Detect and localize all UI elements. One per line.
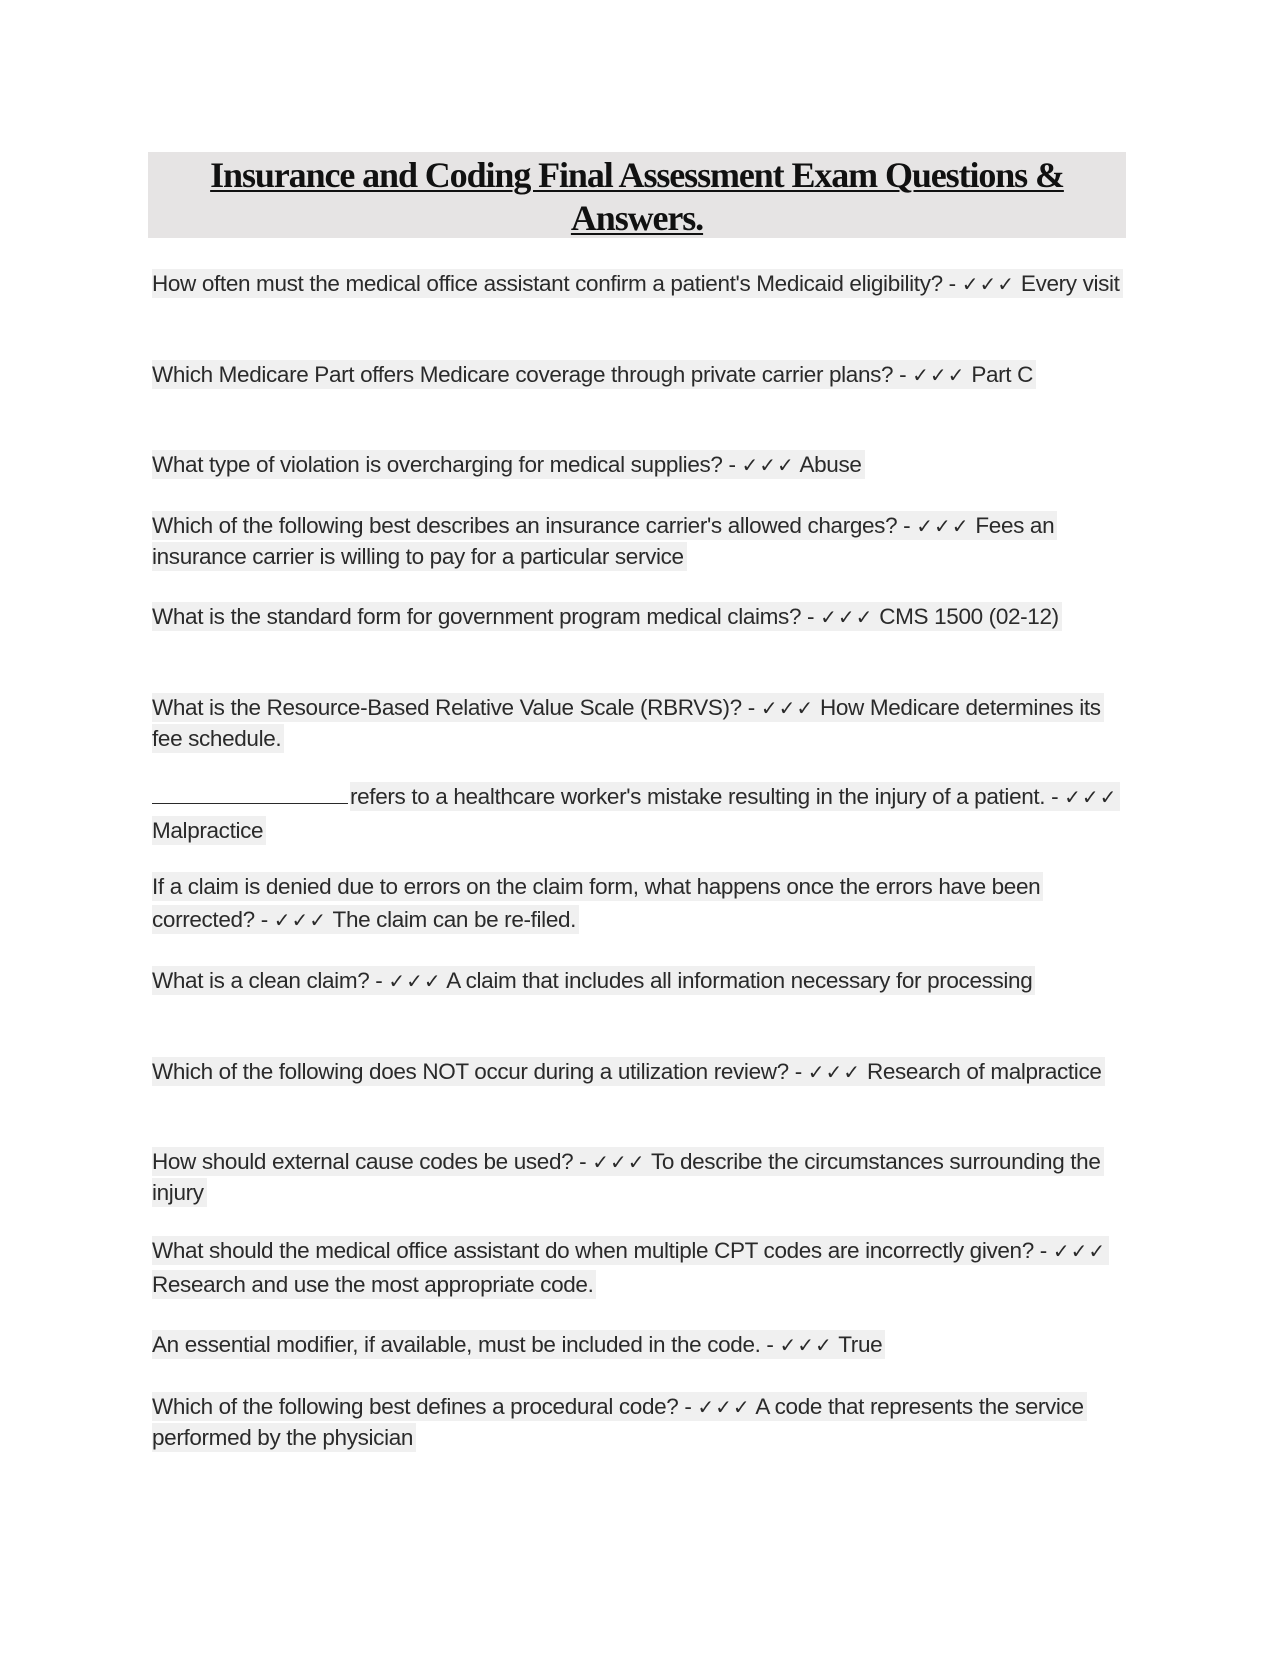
title-line-1: Insurance and Coding Final Assessment Exam Questions & — [210, 155, 1064, 195]
answer-text: Research of malpractice — [866, 1059, 1102, 1084]
qa-item-7 — [152, 780, 1127, 847]
question-text: How should external cause codes be used? — [152, 1149, 574, 1174]
qa-item-13 — [152, 1330, 1127, 1361]
qa-item-3 — [152, 450, 1127, 481]
question-text: What type of violation is overcharging for medical supplies? — [152, 452, 723, 477]
question-text: If a claim is denied due to errors on the claim form, what happens once the errors have been corrected? — [152, 874, 1041, 932]
check-marks-icon: ✓✓✓ — [961, 272, 1015, 296]
question-text: What should the medical office assistant do when multiple CPT codes are incorrectly given? — [152, 1238, 1034, 1263]
qa-item-9 — [152, 966, 1127, 997]
check-marks-icon: ✓✓✓ — [1052, 1239, 1107, 1263]
check-marks-icon: ✓✓✓ — [273, 908, 328, 932]
question-text: Which Medicare Part offers Medicare coverage through private carrier plans? — [152, 362, 894, 387]
qa-item-2 — [152, 360, 1127, 391]
answer-text: A claim that includes all information necessary for processing — [446, 968, 1033, 993]
fill-in-blank — [152, 781, 348, 804]
qa-item-1 — [152, 269, 1127, 300]
check-marks-icon: ✓✓✓ — [912, 363, 966, 387]
question-text: What is the Resource-Based Relative Value Scale (RBRVS)? — [152, 695, 742, 720]
separator: - — [722, 452, 742, 477]
question-text: Which of the following best describes an insurance carrier's allowed charges? — [152, 513, 898, 538]
qa-item-6 — [152, 693, 1127, 753]
question-text: What is a clean claim? — [152, 968, 370, 993]
check-marks-icon: ✓✓✓ — [592, 1150, 646, 1174]
title-line-2: Answers. — [570, 198, 704, 238]
check-marks-icon: ✓✓✓ — [807, 1060, 862, 1084]
question-text: refers to a healthcare worker's mistake resulting in the injury of a patient. — [350, 784, 1046, 809]
separator: - — [369, 968, 389, 993]
question-text: How often must the medical office assistant confirm a patient's Medicaid eligibility? — [152, 271, 943, 296]
separator: - — [573, 1149, 593, 1174]
answer-text: The claim can be re-filed. — [332, 907, 577, 932]
check-marks-icon: ✓✓✓ — [388, 969, 442, 993]
qa-item-12 — [152, 1234, 1127, 1301]
check-marks-icon: ✓✓✓ — [916, 514, 970, 538]
answer-text: Abuse — [799, 452, 862, 477]
separator: - — [897, 513, 917, 538]
question-text: What is the standard form for government program medical claims? — [152, 604, 802, 629]
answer-text: Fees an insurance carrier is willing to pay for a particular service — [152, 513, 1055, 569]
separator: - — [1033, 1238, 1053, 1263]
check-marks-icon: ✓✓✓ — [820, 605, 874, 629]
answer-text: CMS 1500 (02-12) — [879, 604, 1059, 629]
check-marks-icon: ✓✓✓ — [741, 453, 795, 477]
separator: - — [741, 695, 761, 720]
separator: - — [254, 907, 274, 932]
answer-text: Malpractice — [152, 818, 264, 843]
check-marks-icon: ✓✓✓ — [779, 1333, 833, 1357]
separator: - — [893, 362, 913, 387]
separator: - — [678, 1394, 698, 1419]
check-marks-icon: ✓✓✓ — [1064, 785, 1118, 809]
qa-item-14 — [152, 1392, 1127, 1452]
question-text: Which of the following does NOT occur during a utilization review? — [152, 1059, 789, 1084]
qa-item-4 — [152, 511, 1127, 571]
document-title — [148, 152, 1126, 240]
question-text: An essential modifier, if available, must be included in the code. — [152, 1332, 761, 1357]
answer-text: Research and use the most appropriate code. — [152, 1272, 594, 1297]
separator: - — [788, 1059, 808, 1084]
answer-text: Every visit — [1020, 271, 1120, 296]
qa-item-11 — [152, 1147, 1127, 1207]
separator: - — [1045, 784, 1065, 809]
check-marks-icon: ✓✓✓ — [760, 696, 815, 720]
answer-text: To describe the circumstances surrounding the injury — [152, 1149, 1101, 1205]
answer-text: Part C — [971, 362, 1034, 387]
separator: - — [760, 1332, 780, 1357]
answer-text: A code that represents the service performed by the physician — [152, 1394, 1084, 1450]
qa-item-10 — [152, 1057, 1127, 1088]
qa-item-5 — [152, 602, 1127, 633]
separator: - — [942, 271, 962, 296]
check-marks-icon: ✓✓✓ — [697, 1395, 751, 1419]
answer-text: How Medicare determines its fee schedule. — [152, 695, 1101, 751]
answer-text: True — [838, 1332, 883, 1357]
question-text: Which of the following best defines a procedural code? — [152, 1394, 679, 1419]
qa-item-8 — [152, 870, 1127, 937]
separator: - — [801, 604, 821, 629]
